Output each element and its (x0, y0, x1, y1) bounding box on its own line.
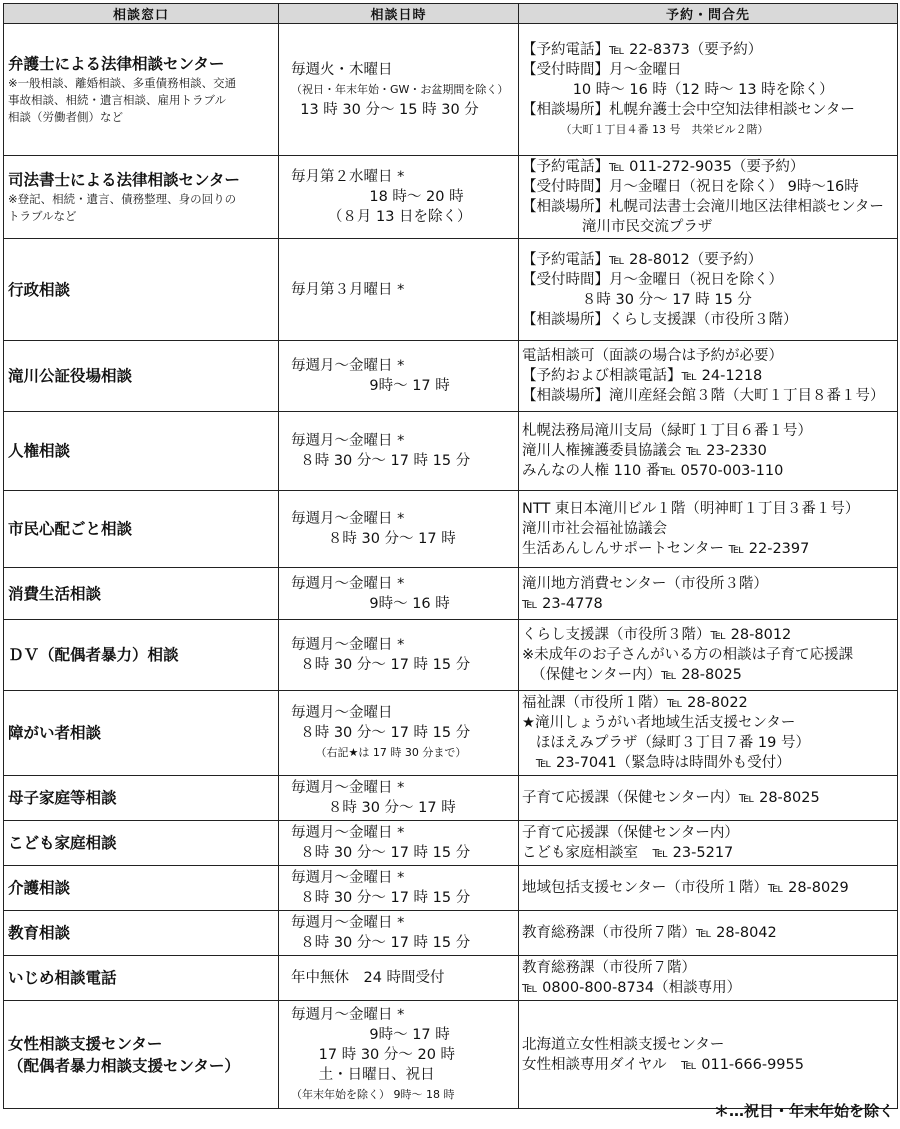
contact-line: 滝川市民交流プラザ (522, 219, 713, 235)
consultation-desk-cell (4, 1001, 279, 1109)
consultation-desk-cell (4, 956, 279, 1001)
time-line: 毎週火・木曜日 (291, 61, 393, 78)
table-row (4, 776, 898, 821)
time-line: 毎週月～金曜日 * (291, 511, 405, 527)
consultation-time-cell (279, 491, 519, 568)
contact-line: 【受付時間】月～金曜日（祝日を除く） 9時～16時 (522, 179, 859, 195)
table-row (4, 239, 898, 341)
contact-line: ８時 30 分～ 17 時 15 分 (522, 291, 752, 308)
contact-line: 子育て応援課（保健センター内） (522, 825, 739, 841)
contact-line: （保健センター内）℡ 28-8025 (522, 667, 742, 683)
contact-cell (519, 776, 898, 821)
time-line: 年中無休 24 時間受付 (291, 970, 445, 986)
time-line: 17 時 30 分～ 20 時 (291, 1046, 456, 1063)
contact-line: 北海道立女性相談支援センター (522, 1036, 725, 1053)
consultation-time-cell (279, 956, 519, 1001)
desk-note: 相談（労働者側）など (8, 110, 123, 124)
desk-name: 人権相談 (8, 442, 71, 460)
contact-line: 【予約電話】℡ 011-272-9035（要予約） (522, 159, 805, 175)
table-row (4, 956, 898, 1001)
header-contact: 予約・問合先 (519, 4, 898, 24)
contact-cell (519, 866, 898, 911)
consultation-desk-cell (4, 24, 279, 156)
time-line: 土・日曜日、祝日 (291, 1066, 435, 1083)
desk-name: 滝川公証役場相談 (8, 367, 133, 385)
consultation-table (3, 3, 898, 1109)
contact-line: 教育総務課（市役所７階）℡ 28-8042 (522, 925, 777, 941)
time-line: 毎週月～金曜日 * (291, 780, 405, 796)
consultation-time-cell (279, 341, 519, 412)
header-consultation-desk: 相談窓口 (4, 4, 279, 24)
consultation-desk-cell (4, 821, 279, 866)
desk-name: 司法書士による法律相談センター (8, 171, 240, 189)
time-line: ８時 30 分～ 17 時 15 分 (291, 453, 471, 469)
contact-cell (519, 911, 898, 956)
desk-name: 母子家庭等相談 (8, 789, 117, 807)
time-line: 18 時～ 20 時 (291, 189, 464, 205)
contact-line: こども家庭相談室 ℡ 23-5217 (522, 845, 734, 861)
contact-line: ほほえみプラザ（緑町３丁目７番 19 号） (522, 735, 810, 751)
desk-name: 障がい者相談 (8, 724, 102, 742)
time-line: 毎週月～金曜日 * (291, 575, 405, 592)
consultation-desk-cell (4, 412, 279, 491)
contact-cell (519, 491, 898, 568)
contact-line: みんなの人権 110 番℡ 0570-003-110 (522, 463, 784, 479)
consultation-desk-cell (4, 776, 279, 821)
desk-name: （配偶者暴力相談支援センター） (8, 1056, 240, 1075)
desk-name: ＤＶ（配偶者暴力）相談 (8, 646, 179, 664)
time-line: 毎週月～金曜日 * (291, 825, 405, 841)
desk-name: こども家庭相談 (8, 834, 117, 852)
contact-cell (519, 24, 898, 156)
desk-note: ※登記、相続・遺言、債務整理、身の回りの (8, 192, 237, 206)
consultation-time-cell (279, 620, 519, 691)
contact-line: NTT 東日本滝川ビル１階（明神町１丁目３番１号） (522, 501, 860, 517)
contact-line: 【相談場所】くらし支援課（市役所３階） (522, 311, 798, 328)
table-row (4, 156, 898, 239)
consultation-desk-cell (4, 866, 279, 911)
desk-name: いじめ相談電話 (8, 969, 117, 987)
consultation-desk-cell (4, 691, 279, 776)
contact-cell (519, 412, 898, 491)
time-line: 毎週月～金曜日 * (291, 358, 405, 374)
table-row (4, 1001, 898, 1109)
table-row (4, 620, 898, 691)
time-line: 9時～ 17 時 (291, 378, 450, 394)
time-line: ８時 30 分～ 17 時 15 分 (291, 725, 471, 741)
consultation-desk-cell (4, 491, 279, 568)
time-line: （年末年始を除く） 9時～ 18 時 (291, 1087, 455, 1101)
contact-line: 【相談場所】滝川産経会館３階（大町１丁目８番１号） (522, 388, 885, 404)
consultation-time-cell (279, 1001, 519, 1109)
contact-cell (519, 156, 898, 239)
consultation-desk-cell (4, 568, 279, 620)
contact-line: 【予約および相談電話】℡ 24-1218 (522, 368, 763, 384)
contact-line: ℡ 23-7041（緊急時は時間外も受付） (522, 755, 791, 771)
contact-line: 電話相談可（面談の場合は予約が必要） (522, 348, 783, 364)
table-row (4, 866, 898, 911)
time-line: 毎月第３月曜日 * (291, 281, 405, 298)
time-line: 9時～ 17 時 (291, 1026, 450, 1043)
time-line: ８時 30 分～ 17 時 15 分 (291, 845, 471, 861)
contact-cell (519, 821, 898, 866)
desk-note: トラブルなど (8, 209, 77, 223)
table-row (4, 491, 898, 568)
table-row (4, 24, 898, 156)
desk-name: 消費生活相談 (8, 584, 102, 603)
consultation-time-cell (279, 239, 519, 341)
consultation-desk-cell (4, 911, 279, 956)
time-line: ８時 30 分～ 17 時 (291, 800, 456, 816)
footnote: ＊…祝日・年末年始を除く (713, 1102, 894, 1120)
time-line: 毎週月～金曜日 (291, 705, 393, 721)
contact-line: 教育総務課（市役所７階） (522, 960, 696, 976)
consultation-time-cell (279, 691, 519, 776)
consultation-time-cell (279, 412, 519, 491)
contact-cell (519, 620, 898, 691)
consultation-time-cell (279, 866, 519, 911)
contact-line: （大町１丁目４番 13 号 共栄ビル２階） (522, 122, 769, 136)
time-line: ８時 30 分～ 17 時 15 分 (291, 890, 471, 906)
consultation-time-cell (279, 156, 519, 239)
contact-line: 福祉課（市役所１階）℡ 28-8022 (522, 695, 748, 711)
table-row (4, 568, 898, 620)
desk-name: 女性相談支援センター (8, 1034, 163, 1053)
contact-line: ℡ 0800-800-8734（相談専用） (522, 980, 742, 996)
time-line: 毎週月～金曜日 * (291, 637, 405, 653)
contact-line: 地域包括支援センター（市役所１階）℡ 28-8029 (522, 880, 849, 896)
table-row (4, 341, 898, 412)
time-line: 毎週月～金曜日 * (291, 915, 405, 931)
time-line: 9時～ 16 時 (291, 595, 450, 612)
contact-line: 【受付時間】月～金曜日（祝日を除く） (522, 271, 783, 288)
table-row (4, 821, 898, 866)
time-line: 毎週月～金曜日 * (291, 870, 405, 886)
contact-line: 10 時～ 16 時（12 時～ 13 時を除く） (522, 81, 834, 98)
time-line: 毎月第２水曜日 * (291, 169, 405, 185)
table-body (4, 24, 898, 1109)
desk-name: 市民心配ごと相談 (8, 520, 133, 538)
contact-line: 子育て応援課（保健センター内）℡ 28-8025 (522, 790, 820, 806)
contact-cell (519, 956, 898, 1001)
header-consultation-time: 相談日時 (279, 4, 519, 24)
consultation-desk-cell (4, 156, 279, 239)
consultation-time-cell (279, 24, 519, 156)
time-line: ８時 30 分～ 17 時 15 分 (291, 657, 471, 673)
contact-cell (519, 1001, 898, 1109)
contact-line: 滝川地方消費センター（市役所３階） (522, 575, 768, 592)
consultation-time-cell (279, 911, 519, 956)
desk-name: 教育相談 (8, 924, 71, 942)
table-row (4, 911, 898, 956)
desk-note: ※一般相談、離婚相談、多重債務相談、交通 (8, 76, 237, 90)
consultation-time-cell (279, 568, 519, 620)
contact-line: 女性相談専用ダイヤル ℡ 011-666-9955 (522, 1056, 804, 1073)
contact-line: 滝川市社会福祉協議会 (522, 521, 667, 537)
consultation-desk-cell (4, 341, 279, 412)
contact-cell (519, 239, 898, 341)
contact-line: 札幌法務局滝川支局（緑町１丁目６番１号） (522, 423, 812, 439)
contact-line: 【予約電話】℡ 22-8373（要予約） (522, 41, 763, 58)
consultation-time-cell (279, 776, 519, 821)
header-row (4, 4, 898, 24)
contact-cell (519, 691, 898, 776)
table-row (4, 691, 898, 776)
time-line: ８時 30 分～ 17 時 (291, 531, 456, 547)
contact-line: ※未成年のお子さんがいる方の相談は子育て応援課 (522, 647, 854, 663)
contact-line: 生活あんしんサポートセンター ℡ 22-2397 (522, 541, 810, 557)
time-line: （祝日・年末年始・GW・お盆期間を除く） (291, 82, 509, 96)
time-line: 毎週月～金曜日 * (291, 433, 405, 449)
contact-line: 【予約電話】℡ 28-8012（要予約） (522, 251, 763, 268)
desk-name: 弁護士による法律相談センター (8, 55, 225, 73)
contact-line: ℡ 23-4778 (522, 595, 603, 612)
desk-name: 行政相談 (8, 280, 71, 299)
consultation-desk-cell (4, 620, 279, 691)
contact-line: ★滝川しょうがい者地域生活支援センター (522, 715, 796, 731)
contact-line: くらし支援課（市役所３階）℡ 28-8012 (522, 627, 792, 643)
consultation-desk-cell (4, 239, 279, 341)
time-line: 毎週月～金曜日 * (291, 1006, 405, 1023)
time-line: （８月 13 日を除く） (291, 209, 472, 225)
desk-note: 事故相談、相続・遺言相談、雇用トラブル (8, 93, 227, 107)
time-line: 13 時 30 分～ 15 時 30 分 (291, 101, 479, 118)
contact-line: 【受付時間】月～金曜日 (522, 61, 682, 78)
contact-line: 滝川人権擁護委員協議会 ℡ 23-2330 (522, 443, 767, 459)
time-line: （右記★は 17 時 30 分まで） (291, 746, 467, 759)
table-row (4, 412, 898, 491)
time-line: ８時 30 分～ 17 時 15 分 (291, 935, 471, 951)
contact-cell (519, 341, 898, 412)
contact-cell (519, 568, 898, 620)
contact-line: 【相談場所】札幌司法書士会滝川地区法律相談センター (522, 199, 884, 215)
contact-line: 【相談場所】札幌弁護士会中空知法律相談センター (522, 101, 855, 118)
consultation-time-cell (279, 821, 519, 866)
desk-name: 介護相談 (8, 879, 71, 897)
